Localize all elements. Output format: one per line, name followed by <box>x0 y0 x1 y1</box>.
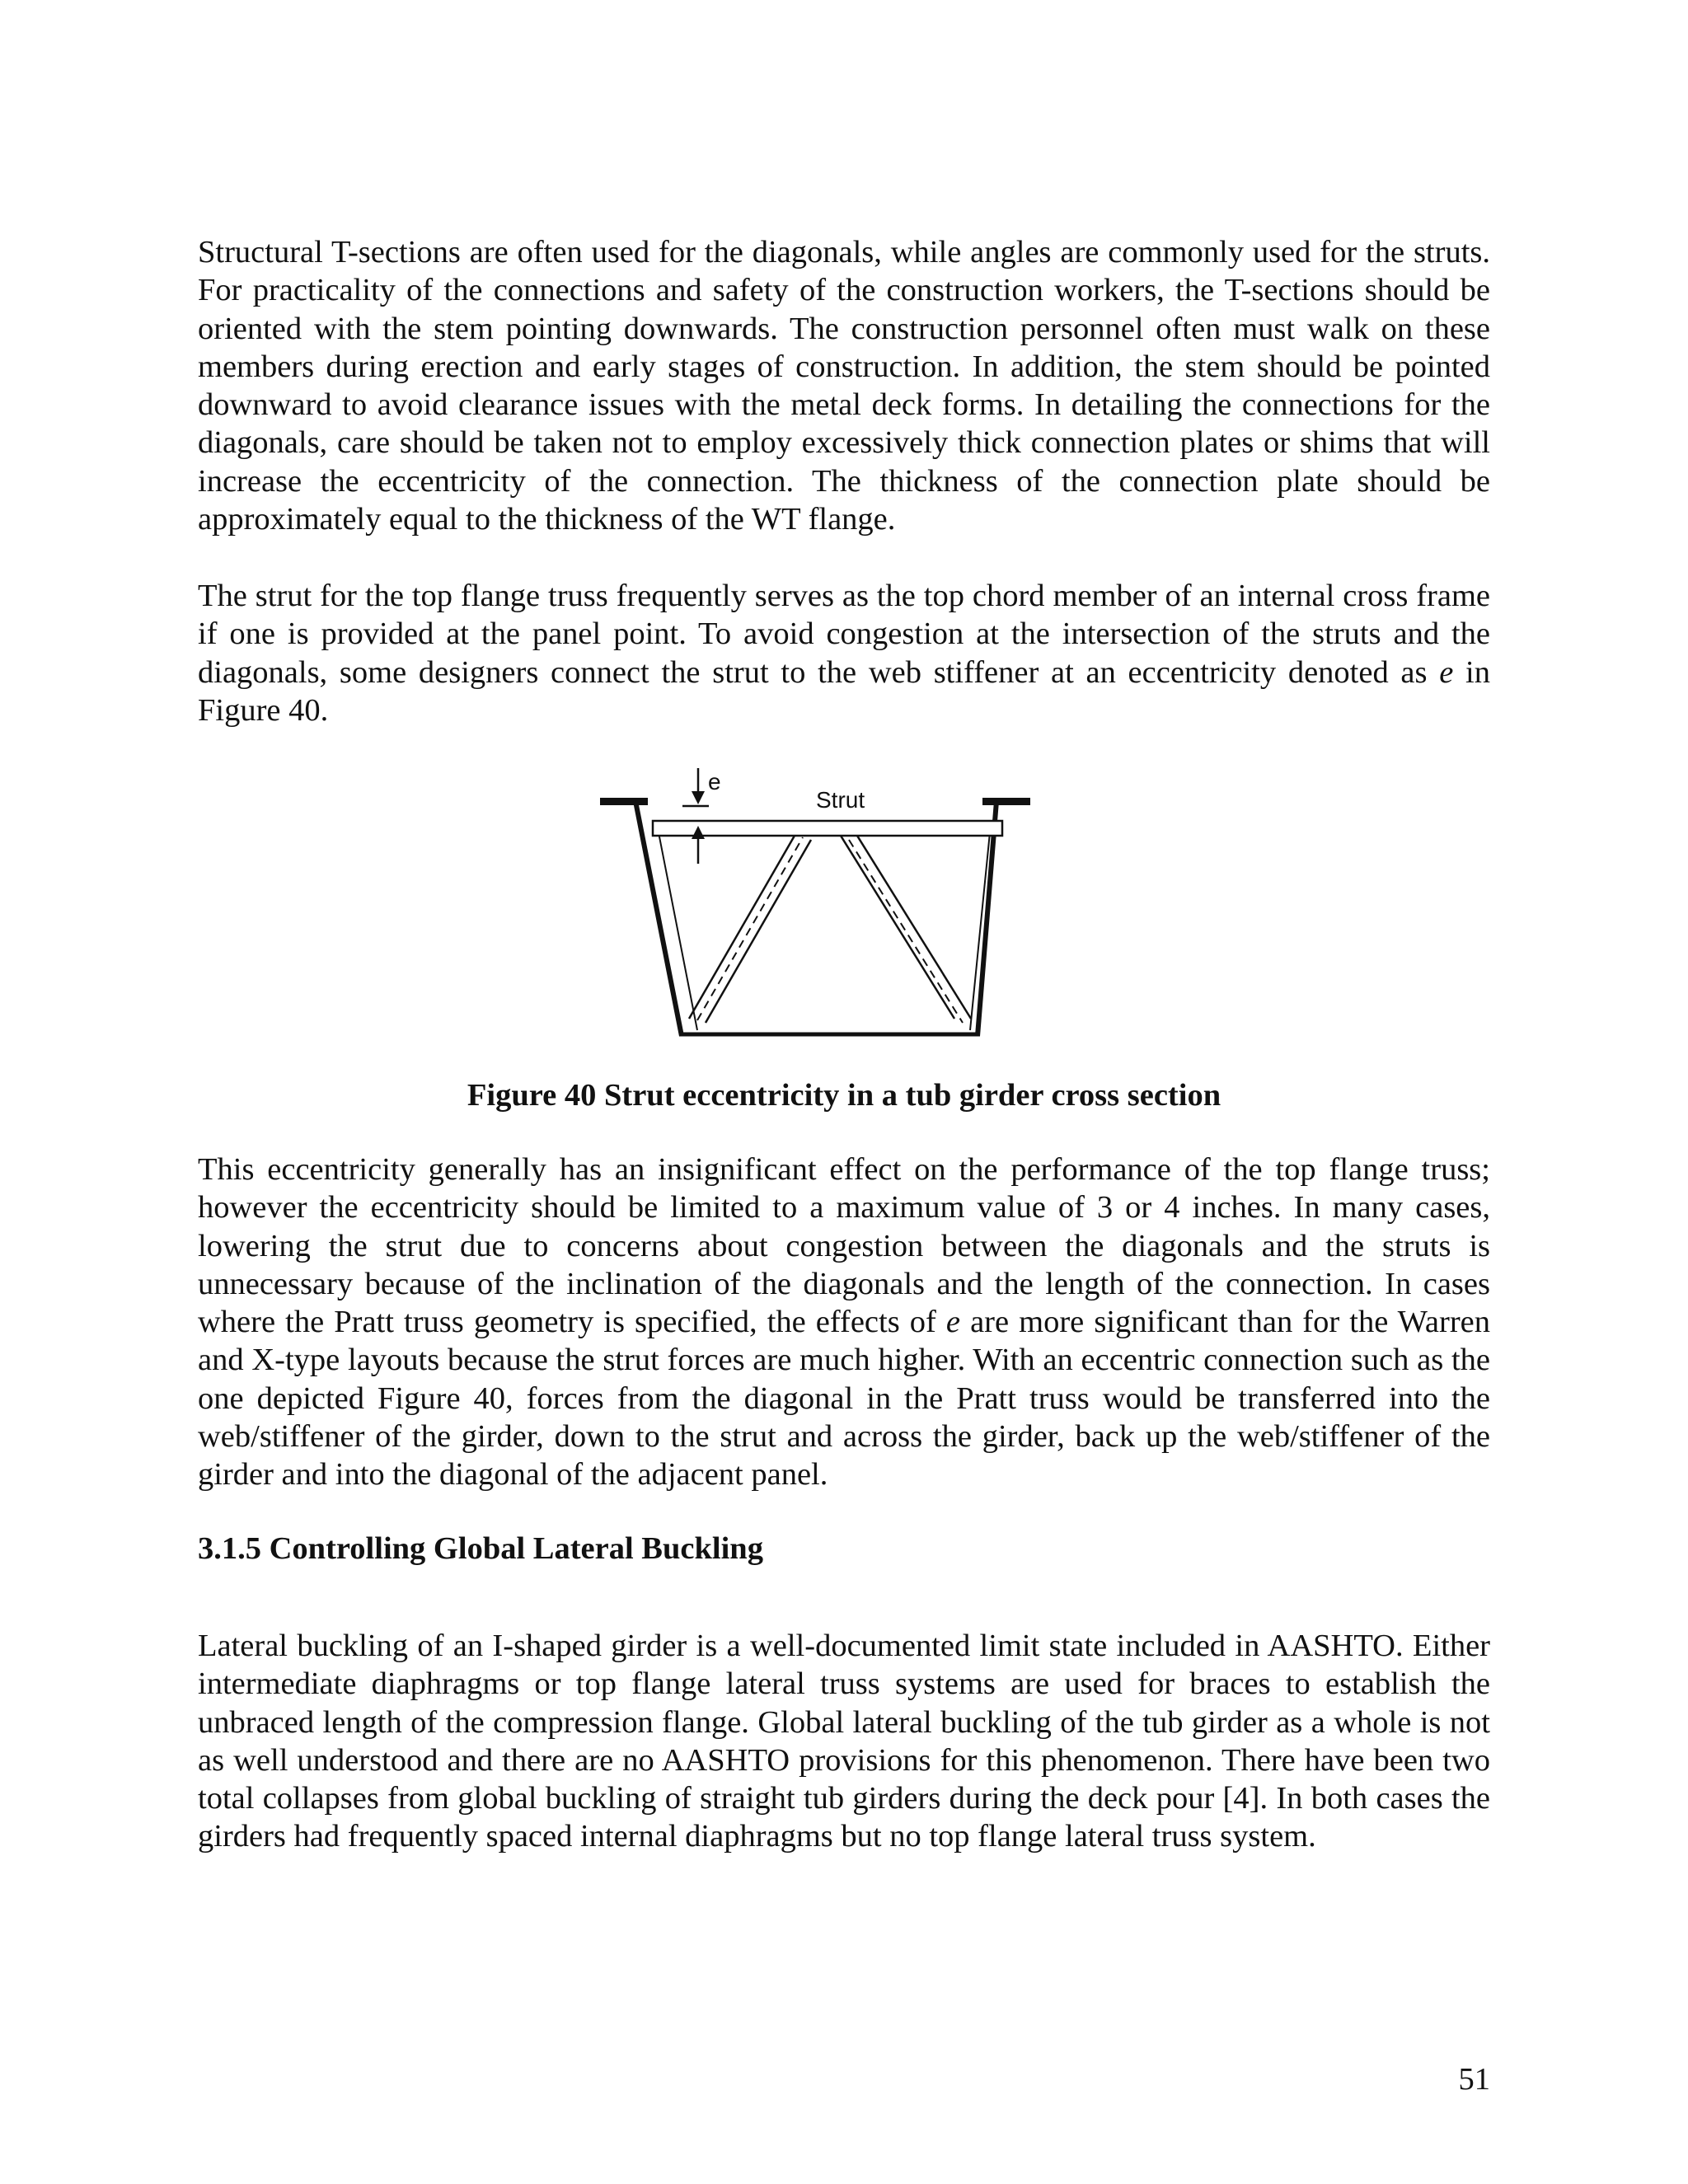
left-web-stiffener <box>657 824 697 1030</box>
eccentricity-dimension <box>682 768 709 864</box>
left-diagonal <box>689 836 811 1023</box>
section-heading: 3.1.5 Controlling Global Lateral Buckling <box>198 1531 763 1566</box>
variable-e: e <box>1439 654 1454 690</box>
left-top-flange <box>600 798 648 805</box>
figure-caption: Figure 40 Strut eccentricity in a tub girder cross section <box>467 1078 1221 1113</box>
page-number: 51 <box>1458 2062 1490 2097</box>
right-top-flange <box>982 798 1030 805</box>
paragraph-text: in Figure 40. <box>198 654 1490 728</box>
paragraph-t-sections: Structural T-sections are often used for the diagonals, while angles are commonly used for the struts. For practicality of the connections and safety of the construction workers, the T-sections should be oriented with the stem pointing downwards. The construction personnel often must walk on these members during erection and early stages of construction. In addition, the stem should be pointed downward to avoid clearance issues with the metal deck forms. In detailing the connections for the diagonals, care should be taken not to employ excessively thick connection plates or shims that will increase the eccentricity of the connection. The thickness of the connection plate should be approximately equal to the thickness of the WT flange. <box>198 235 1490 537</box>
label-strut: Strut <box>816 787 865 813</box>
variable-e: e <box>945 1305 961 1340</box>
tub-girder-cross-section-figure <box>593 758 1088 1055</box>
label-e: e <box>708 769 721 794</box>
paragraph-strut-eccentricity <box>198 577 1490 729</box>
paragraph-lateral-buckling: Lateral buckling of an I-shaped girder is a well-documented limit state included in AASHTO. Either intermediate diaphragms or top flange lateral truss systems are used for braces to establish the unbraced length of the compression flange. Global lateral buckling of the tub girder as a whole is not as well understood and there are no AASHTO provisions for this phenomenon. There have been two total collapses from global buckling of straight tub girders during the deck pour [4]. In both cases the girders had frequently spaced internal diaphragms but no top flange lateral truss system. <box>198 1629 1490 1854</box>
paragraph-text: The strut for the top flange truss frequently serves as the top chord member of an internal cross frame if one is provided at the panel point. To avoid congestion at the intersection of the struts and the diagonals, some designers connect the strut to the web stiffener at an eccentricity denoted as <box>198 579 1490 690</box>
right-diagonal <box>841 836 971 1023</box>
paragraph-text: are more significant than for the Warren and X-type layouts because the strut forces are much higher. With an eccentric connection such as the one depicted Figure 40, forces from the diagonal in the Pratt truss would be transferred into the web/stiffener of the girder, down to the strut and across the girder, back up the web/stiffener of the girder and into the diagonal of the adjacent panel. <box>198 1305 1490 1493</box>
paragraph-text: This eccentricity generally has an insignificant effect on the performance of the top flange truss; however the eccentricity should be limited to a maximum value of 3 or 4 inches. In many cases, lowering the strut due to concerns about congestion between the diagonals and the struts is unnecessary because of the inclination of the diagonals and the length of the connection. In cases where the Pratt truss geometry is specified, the effects of <box>198 1152 1490 1340</box>
strut <box>653 821 1002 836</box>
paragraph-eccentricity-effect <box>198 1151 1490 1494</box>
